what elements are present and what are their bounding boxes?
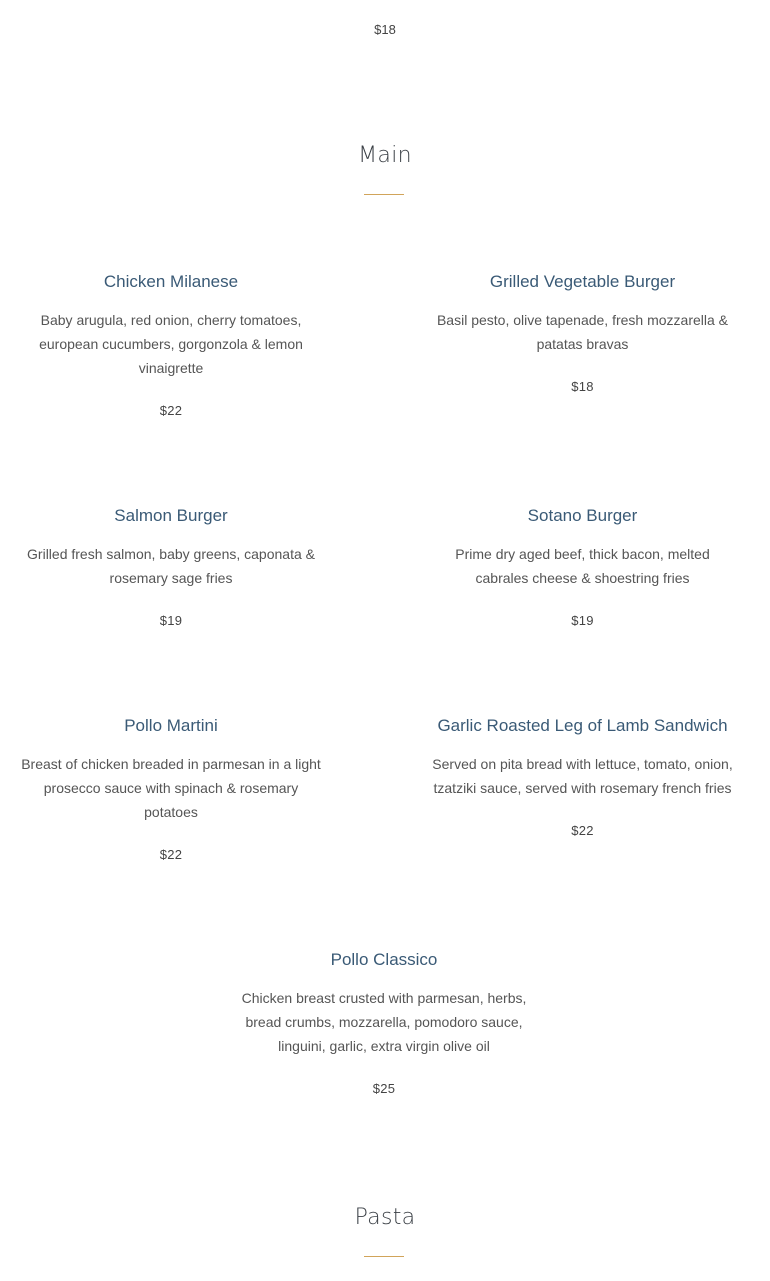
menu-item [20,271,322,418]
menu-item-price: $22 [159,403,183,418]
menu-item-name: Chicken Milanese [103,272,239,291]
menu-item [20,715,322,862]
section-divider [364,194,404,195]
section-divider [364,1256,404,1257]
menu-item-price: $19 [571,613,594,628]
menu-item-name: Sotano Burger [527,506,638,525]
menu-item [432,505,733,628]
menu-item-name: Salmon Burger [114,506,228,525]
section-title-main: Main [358,143,412,168]
menu-item-name: Grilled Vegetable Burger [489,272,676,291]
menu-item-price: $22 [571,823,594,838]
menu-item-price: $18 [571,379,594,394]
menu-item [235,949,533,1096]
menu-item-description: Chicken breast crusted with parmesan, herbs, bread crumbs, mozzarella, pomodoro sauce, linguini, garlic, extra virgin olive oil [241,990,527,1054]
section-title-pasta: Pasta [354,1205,416,1230]
menu-item [20,505,322,628]
menu-item-name: Pollo Martini [124,716,218,735]
menu-item-name: Garlic Roasted Leg of Lamb Sandwich [437,716,728,735]
menu-item-description: Basil pesto, olive tapenade, fresh mozzarella & patatas bravas [436,312,729,352]
menu-item-description: Served on pita bread with lettuce, tomato, onion, tzatziki sauce, served with rosemary french fries [432,756,733,796]
menu-item-description: Grilled fresh salmon, baby greens, caponata & rosemary sage fries [27,546,315,586]
menu-item-price: $25 [372,1081,396,1096]
previous-item-price: $18 [374,22,396,37]
menu-item-description: Baby arugula, red onion, cherry tomatoes, european cucumbers, gorgonzola & lemon vinaigrette [39,312,303,376]
menu-item-price: $22 [159,847,183,862]
menu-item [432,715,733,838]
menu-item-price: $19 [159,613,183,628]
menu-item-name: Pollo Classico [330,950,438,969]
menu-item [432,271,733,394]
menu-item-description: Breast of chicken breaded in parmesan in a light prosecco sauce with spinach & rosemary potatoes [21,756,321,820]
menu-item-description: Prime dry aged beef, thick bacon, melted cabrales cheese & shoestring fries [455,546,710,586]
